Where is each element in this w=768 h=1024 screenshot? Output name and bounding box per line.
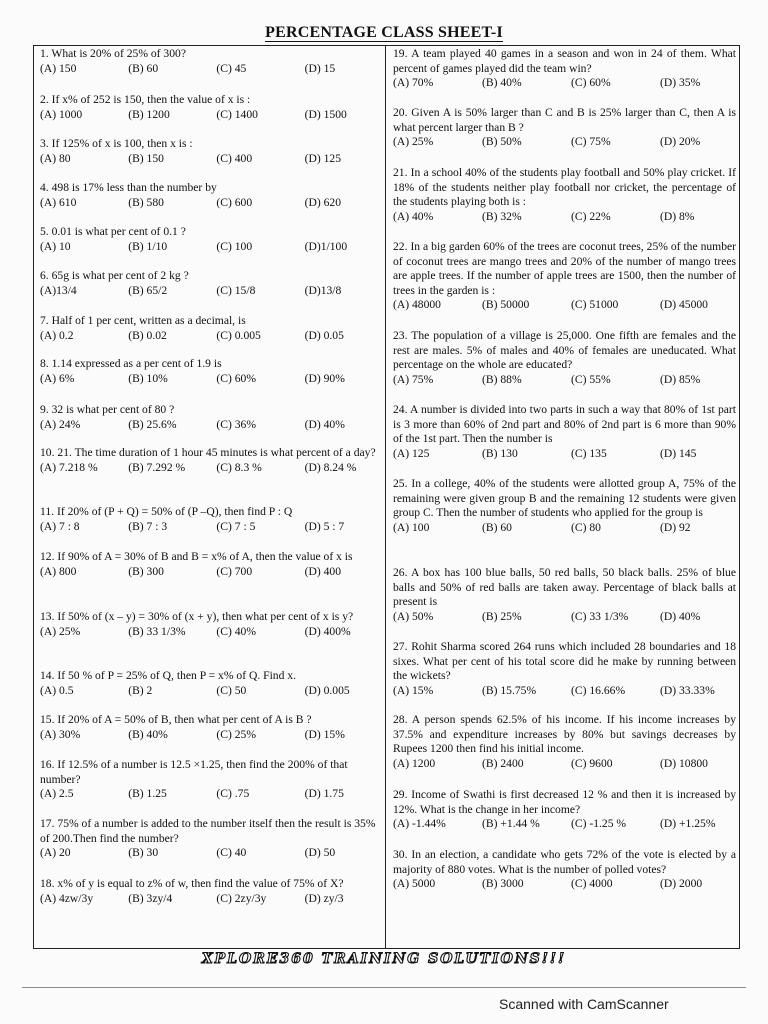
option-d: (D) 20% (660, 135, 701, 148)
answer-options (393, 610, 736, 625)
answer-options (393, 447, 736, 462)
option-b: (B) 1.25 (128, 787, 167, 800)
question-text: 5. 0.01 is what per cent of 0.1 ? (40, 225, 186, 238)
option-d: (D) 620 (304, 195, 341, 209)
option-a: (A) 15% (393, 683, 434, 697)
question-4 (40, 181, 383, 210)
option-b: (B) 32% (482, 209, 522, 223)
option-d: (D) +1.25% (660, 817, 716, 830)
question-text: 19. A team played 40 games in a season and won in 24 of them. What percent of games played did the team win? (393, 47, 736, 75)
answer-options (393, 817, 736, 832)
answer-options (40, 108, 383, 123)
option-a: (A) 150 (40, 61, 77, 75)
option-c: (C) 33 1/3% (571, 609, 629, 623)
answer-options (393, 877, 736, 892)
option-d: (D) 0.05 (304, 328, 344, 342)
option-a: (A) 6% (40, 371, 75, 385)
question-text: 11. If 20% of (P + Q) = 50% of (P –Q), then find P : Q (40, 505, 293, 518)
option-a: (A) 1200 (393, 756, 436, 770)
question-7 (40, 314, 383, 343)
answer-options (40, 892, 383, 907)
question-text: 15. If 20% of A = 50% of B, then what per cent of A is B ? (40, 713, 312, 726)
option-a: (A) -1.44% (393, 817, 446, 830)
option-b: (B) 130 (482, 446, 518, 460)
option-a: (A) 75% (393, 372, 434, 386)
option-c: (C) 600 (216, 195, 253, 209)
question-text: 26. A box has 100 blue balls, 50 red balls, 50 black balls. 25% of blue balls and 50% of red balls are taken away. Percentage of black balls at present is (393, 566, 736, 608)
question-21 (393, 166, 736, 224)
option-b: (B) 10% (128, 371, 168, 385)
option-b: (B) 88% (482, 372, 522, 386)
question-14 (40, 669, 383, 698)
question-3 (40, 137, 383, 166)
answer-options (40, 284, 383, 299)
question-text: 30. In an election, a candidate who gets 72% of the vote is elected by a majority of 880 votes. What is the number of polled votes? (393, 848, 736, 876)
question-9 (40, 403, 383, 432)
answer-options (40, 240, 383, 255)
answer-options (40, 565, 383, 580)
question-16 (40, 758, 383, 802)
option-c: (C) 60% (216, 371, 257, 385)
option-b: (B) 40% (128, 727, 168, 741)
question-10 (40, 446, 383, 475)
question-text: 7. Half of 1 per cent, written as a decimal, is (40, 314, 246, 327)
option-c: (C) 135 (571, 446, 607, 460)
page-title (0, 24, 768, 42)
question-text: 25. In a college, 40% of the students were allotted group A, 75% of the remaining were given group B and the remaining 12 students were given group C. Then the number of students who applied for the group is (393, 477, 736, 519)
option-b: (B) 3000 (482, 877, 524, 890)
option-b: (B) 0.02 (128, 328, 167, 342)
option-c: (C) 100 (216, 239, 253, 253)
question-23 (393, 329, 736, 387)
question-24 (393, 403, 736, 461)
option-c: (C) 22% (571, 209, 611, 223)
option-a: (A) 125 (393, 446, 430, 460)
option-b: (B) 25.6% (128, 417, 177, 431)
option-d: (D) 8% (660, 209, 695, 223)
page-title-text: PERCENTAGE CLASS SHEET-I (265, 24, 503, 41)
option-a: (A) 25% (40, 624, 81, 638)
question-text: 12. If 90% of A = 30% of B and B = x% of A, then the value of x is (40, 550, 353, 563)
question-text: 22. In a big garden 60% of the trees are coconut trees, 25% of the number of coconut trees are mango trees and 20% of the number of mango trees are apple trees. If the number of apple trees are 1500, then the number of trees in the garden is : (393, 240, 736, 297)
option-a: (A) 4zw/3y (40, 891, 94, 905)
option-a: (A) 48000 (393, 298, 441, 311)
question-22 (393, 240, 736, 313)
option-b: (B) 1200 (128, 107, 170, 121)
question-text: 8. 1.14 expressed as a per cent of 1.9 is (40, 357, 222, 370)
question-text: 3. If 125% of x is 100, then x is : (40, 137, 193, 150)
option-d: (D) 10800 (660, 756, 708, 770)
option-d: (D) 35% (660, 76, 701, 89)
option-d: (D) 85% (660, 372, 701, 386)
question-26 (393, 566, 736, 624)
answer-options (40, 418, 383, 433)
option-d: (D) 33.33% (660, 683, 715, 697)
option-d: (D) 145 (660, 446, 697, 460)
question-11 (40, 505, 383, 534)
option-a: (A) 1000 (40, 107, 83, 121)
option-c: (C) 60% (571, 76, 611, 89)
question-25 (393, 477, 736, 535)
option-d: (D) zy/3 (304, 891, 344, 905)
question-text: 4. 498 is 17% less than the number by (40, 181, 217, 194)
option-a: (A) 70% (393, 76, 434, 89)
option-d: (D) 15% (304, 727, 345, 741)
footer-banner: XPLORE360 TRAINING SOLUTIONS!!! (201, 951, 567, 967)
option-d: (D) 8.24 % (304, 460, 357, 474)
question-19 (393, 47, 736, 91)
option-d: (D) 1.75 (304, 787, 344, 800)
question-text: 24. A number is divided into two parts in such a way that 80% of 1st part is 3 more than 60% of 2nd part and 80% of 2nd part is 6 more than 90% of the 1st part. Then the number is (393, 403, 736, 445)
column-divider (385, 45, 386, 949)
option-a: (A) 2.5 (40, 787, 74, 800)
option-b: (B) 50000 (482, 298, 530, 311)
question-6 (40, 269, 383, 298)
option-a: (A) 5000 (393, 877, 436, 890)
option-d: (D) 15 (304, 61, 336, 75)
option-a: (A) 25% (393, 135, 434, 148)
question-15 (40, 713, 383, 742)
option-b: (B) 7.292 % (128, 460, 186, 474)
answer-options (40, 684, 383, 699)
option-a: (A) 7.218 % (40, 460, 98, 474)
option-c: (C) 400 (216, 151, 253, 165)
option-c: (C) -1.25 % (571, 817, 627, 830)
answer-options (393, 135, 736, 150)
option-d: (D) 0.005 (304, 683, 350, 697)
option-c: (C) 40% (216, 624, 257, 638)
option-c: (C) 4000 (571, 877, 613, 890)
option-c: (C) 55% (571, 372, 611, 386)
question-text: 2. If x% of 252 is 150, then the value of x is : (40, 93, 251, 106)
option-c: (C) 8.3 % (216, 460, 262, 474)
option-c: (C) 80 (571, 520, 601, 534)
option-b: (B) 60 (482, 520, 512, 534)
option-a: (A) 24% (40, 417, 81, 431)
option-c: (C) 50 (216, 683, 247, 697)
option-b: (B) 2400 (482, 756, 524, 770)
option-c: (C) 16.66% (571, 683, 626, 697)
option-c: (C) 36% (216, 417, 257, 431)
option-a: (A) 20 (40, 846, 71, 859)
answer-options (393, 76, 736, 91)
option-d: (D) 2000 (660, 877, 703, 890)
question-text: 14. If 50 % of P = 25% of Q, then P = x% of Q. Find x. (40, 669, 296, 682)
option-b: (B) 150 (128, 151, 164, 165)
option-b: (B) 2 (128, 683, 153, 697)
option-b: (B) 3zy/4 (128, 891, 173, 905)
question-8 (40, 357, 383, 386)
answer-options (393, 298, 736, 313)
option-a: (A) 80 (40, 151, 71, 165)
option-b: (B) 30 (128, 846, 159, 859)
option-b: (B) 300 (128, 564, 164, 578)
question-30 (393, 848, 736, 892)
option-d: (D) 5 : 7 (304, 519, 345, 533)
option-b: (B) 33 1/3% (128, 624, 186, 638)
scanner-rule (22, 987, 746, 988)
question-text: 23. The population of a village is 25,000. One fifth are females and the rest are males. 5% of males and 40% of females are uneducated. What percentage on the whole are educated? (393, 329, 736, 371)
option-c: (C) 1400 (216, 107, 258, 121)
question-5 (40, 225, 383, 254)
question-text: 1. What is 20% of 25% of 300? (40, 47, 186, 60)
option-d: (D) 400% (304, 624, 351, 638)
option-a: (A) 50% (393, 609, 434, 623)
question-text: 20. Given A is 50% larger than C and B is 25% larger than C, then A is what percent larger than B ? (393, 106, 736, 134)
option-c: (C) 9600 (571, 756, 613, 770)
option-c: (C) 700 (216, 564, 253, 578)
question-12 (40, 550, 383, 579)
answer-options (40, 625, 383, 640)
option-d: (D)1/100 (304, 239, 348, 253)
question-text: 10. 21. The time duration of 1 hour 45 minutes is what percent of a day? (40, 446, 376, 459)
scanner-watermark: Scanned with CamScanner (499, 996, 669, 1012)
question-text: 9. 32 is what per cent of 80 ? (40, 403, 175, 416)
option-b: (B) 1/10 (128, 239, 168, 253)
option-c: (C) 51000 (571, 298, 619, 311)
option-a: (A) 0.2 (40, 328, 74, 342)
option-b: (B) 60 (128, 61, 159, 75)
answer-options (40, 520, 383, 535)
answer-options (40, 329, 383, 344)
answer-options (40, 846, 383, 861)
option-c: (C) 45 (216, 61, 247, 75)
question-27 (393, 640, 736, 698)
option-b: (B) 15.75% (482, 683, 537, 697)
question-18 (40, 877, 383, 906)
question-29 (393, 788, 736, 832)
option-d: (D) 125 (304, 151, 341, 165)
option-b: (B) +1.44 % (482, 817, 540, 830)
option-b: (B) 7 : 3 (128, 519, 168, 533)
option-b: (B) 25% (482, 609, 522, 623)
answer-options (40, 728, 383, 743)
option-a: (A) 800 (40, 564, 77, 578)
answer-options (393, 210, 736, 225)
option-b: (B) 580 (128, 195, 164, 209)
option-a: (A) 10 (40, 239, 71, 253)
answer-options (40, 152, 383, 167)
option-a: (A)13/4 (40, 283, 77, 297)
question-1 (40, 47, 383, 76)
option-a: (A) 0.5 (40, 683, 74, 697)
option-b: (B) 65/2 (128, 283, 168, 297)
answer-options (40, 196, 383, 211)
option-a: (A) 100 (393, 520, 430, 534)
question-20 (393, 106, 736, 150)
option-d: (D) 1500 (304, 107, 347, 121)
question-text: 17. 75% of a number is added to the number itself then the result is 35% of 200.Then find the number? (40, 817, 376, 845)
question-text: 27. Rohit Sharma scored 264 runs which included 28 boundaries and 18 sixes. What per cent of his total score did he make by running between the wickets? (393, 640, 736, 682)
question-text: 6. 65g is what per cent of 2 kg ? (40, 269, 189, 282)
question-text: 18. x% of y is equal to z% of w, then find the value of 75% of X? (40, 877, 344, 890)
question-text: 16. If 12.5% of a number is 12.5 ×1.25, then find the 200% of that number? (40, 758, 348, 786)
option-c: (C) 0.005 (216, 328, 261, 342)
option-c: (C) 75% (571, 135, 611, 148)
question-text: 28. A person spends 62.5% of his income. If his income increases by 37.5% and expenditure increases by 80% but savings decreases by Rupees 1200 then find his initial income. (393, 713, 736, 755)
option-d: (D) 92 (660, 520, 691, 534)
answer-options (40, 461, 383, 476)
option-c: (C) .75 (216, 787, 250, 800)
option-c: (C) 15/8 (216, 283, 256, 297)
answer-options (393, 757, 736, 772)
answer-options (40, 787, 383, 802)
option-a: (A) 30% (40, 727, 81, 741)
option-d: (D) 400 (304, 564, 341, 578)
question-2 (40, 93, 383, 122)
option-a: (A) 610 (40, 195, 77, 209)
answer-options (393, 684, 736, 699)
option-c: (C) 2zy/3y (216, 891, 267, 905)
question-17 (40, 817, 383, 861)
option-d: (D) 40% (660, 609, 701, 623)
option-b: (B) 40% (482, 76, 522, 89)
answer-options (393, 373, 736, 388)
option-d: (D) 50 (304, 846, 336, 859)
option-d: (D) 40% (304, 417, 345, 431)
option-d: (D)13/8 (304, 283, 342, 297)
question-text: 29. Income of Swathi is first decreased 12 % and then it is increased by 12%. What is the change in her income? (393, 788, 736, 816)
option-a: (A) 40% (393, 209, 434, 223)
option-c: (C) 40 (216, 846, 247, 859)
option-a: (A) 7 : 8 (40, 519, 80, 533)
question-text: 13. If 50% of (x – y) = 30% of (x + y), then what per cent of x is y? (40, 610, 354, 623)
answer-options (40, 372, 383, 387)
question-28 (393, 713, 736, 771)
question-text: 21. In a school 40% of the students play football and 50% play cricket. If 18% of the students neither play football nor cricket, the percentage of the students playing both is : (393, 166, 736, 208)
option-c: (C) 7 : 5 (216, 519, 256, 533)
option-c: (C) 25% (216, 727, 257, 741)
option-b: (B) 50% (482, 135, 522, 148)
option-d: (D) 45000 (660, 298, 708, 311)
option-d: (D) 90% (304, 371, 345, 385)
answer-options (393, 521, 736, 536)
question-13 (40, 610, 383, 639)
answer-options (40, 62, 383, 77)
